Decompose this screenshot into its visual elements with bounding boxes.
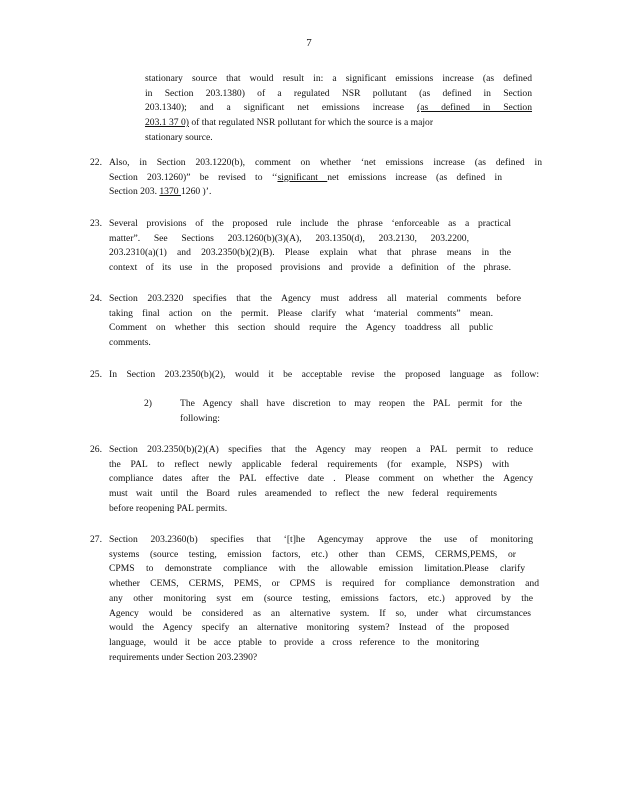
text-line: before reopening PAL permits. [109,502,228,514]
item-number: 24. [90,293,102,304]
text-line: taking final action on the permit. Please clarify what ‘material comments” mean. [109,307,493,319]
item-number: 27. [90,534,102,545]
text-line: requirements under Section 203.2390? [109,651,258,663]
underlined-insertion: (as defined in Section [417,102,533,114]
comment-item-25 [109,368,539,383]
text-line: Also, in Section 203.1220(b), comment on whether ‘net emissions increase (as defined in [109,157,542,168]
text-line: Section 203.2350(b)(2)(A) specifies that the Agency may reopen a PAL permit to reduce [109,444,533,455]
text-line: 203.2310(a)(1) and 203.2350(b)(2)(B). Please explain what that phrase means in the [109,247,511,259]
item-number: 25. [90,369,102,380]
text-line: following: [180,412,220,424]
item-number: 23. [90,218,102,229]
page-number: 7 [306,37,312,49]
text-line: whether CEMS, CERMS, PEMS, or CPMS is required for compliance demonstration and [109,578,539,590]
text-line [145,116,532,131]
text-line: in Section 203.1380) of a regulated NSR pollutant (as defined in Section [145,87,532,99]
text-line: stationary source. [145,131,213,143]
continuation-paragraph [145,72,532,146]
text-line: compliance dates after the PAL effective date . Please comment on whether the Agency [109,473,533,485]
text-line: any other monitoring syst em (source testing, emissions factors, etc.) approved by the [109,592,533,604]
text-segment: Section 203. [109,186,160,198]
comment-item-24 [109,292,521,351]
text-segment: of that regulated NSR pollutant for which the source is a major [188,117,434,129]
underlined-insertion: 1370 [159,186,181,198]
text-line: language, would it be acce ptable to provide a cross reference to the monitoring [109,636,479,648]
text-line: would the Agency specify an alternative monitoring system? Instead of the proposed [109,622,509,634]
comment-item-22 [109,156,542,200]
text-line: must wait until the Board rules areamended to reflect the new federal requirements [109,488,497,500]
item-number: 26. [90,444,102,455]
comment-item-26 [109,443,533,517]
comment-item-27 [109,533,539,665]
text-line: The Agency shall have discretion to may reopen the PAL permit for the [180,398,522,409]
text-line: In Section 203.2350(b)(2), would it be acceptable revise the proposed language as follow: [109,369,539,380]
text-line: comments. [109,337,151,349]
underlined-insertion: significant [277,171,328,183]
item-number: 22. [90,157,102,168]
text-line: Agency would be considered as an alternative system. If so, under what circumstances [109,607,531,619]
text-line: Comment on whether this section should require the Agency toaddress all public [109,322,493,334]
text-line [109,171,502,186]
text-line: context of its use in the proposed provisions and provide a definition of the phrase. [109,262,511,274]
text-line [109,185,542,200]
text-segment: Section 203.1260)” be revised to ‘‘ [109,171,278,183]
text-line: stationary source that would result in: a significant emissions increase (as defined [145,73,532,84]
text-line: Section 203.2320 specifies that the Agency must address all material comments before [109,293,521,304]
text-line: Several provisions of the proposed rule include the phrase ‘enforceable as a practical [109,218,511,229]
text-line: matter”. See Sections 203.1260(b)(3)(A), 203.1350(d), 203.2130, 203.2200, [109,232,469,244]
text-segment: 1260 )’. [180,186,212,198]
sub-item-label: 2) [144,398,152,409]
text-line: CPMS to demonstrate compliance with the allowable emission limitation.Please clarify [109,563,525,575]
text-line: systems (source testing, emission factors, etc.) other than CEMS, CERMS,PEMS, or [109,548,516,560]
text-line: the PAL to reflect newly applicable federal requirements (for example, NSPS) with [109,458,509,470]
sub-item-text [180,397,522,426]
comment-item-23 [109,217,511,276]
text-segment: 203.1340); and a significant net emissions increase [145,102,417,114]
text-segment: net emissions increase (as defined in [327,171,502,183]
underlined-insertion: 203.1 37 0) [145,117,189,129]
text-line [145,101,532,116]
text-line: Section 203.2360(b) specifies that ‘[t]he Agencymay approve the use of monitoring [109,534,533,545]
